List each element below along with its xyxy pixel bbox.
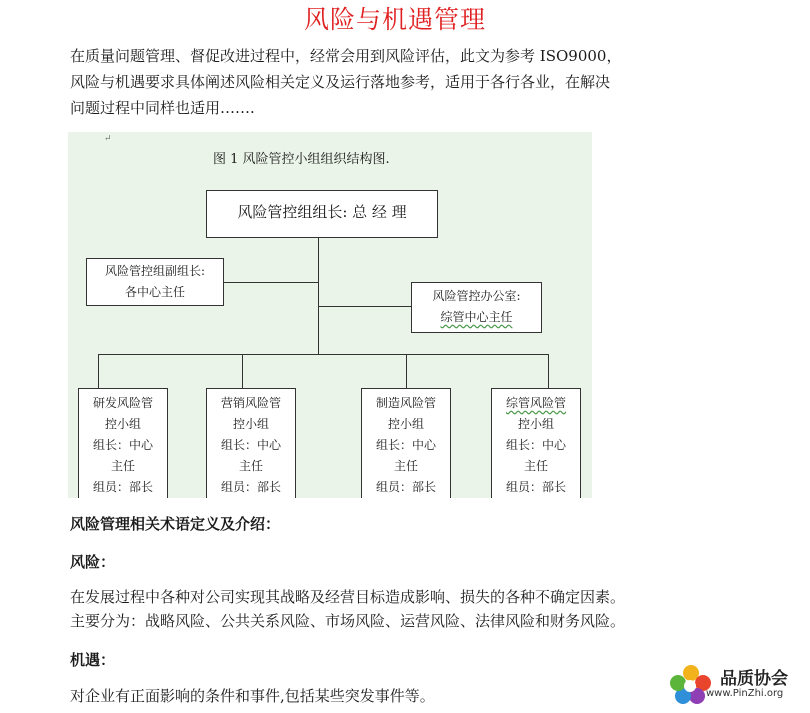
office-role: 综管中心主任: [440, 310, 513, 324]
group-drop-1: [98, 354, 99, 388]
group-drop-3: [406, 354, 407, 388]
group-box-rnd: [78, 388, 168, 498]
group-line: 组员：部长: [375, 480, 436, 494]
group-line: 组员：部长: [505, 480, 566, 494]
group-line: 组员：部长: [92, 480, 153, 494]
intro-line-1: 在质量问题管理、督促改进过程中，经常会用到风险评估，此文为参考 ISO9000，: [70, 47, 622, 65]
opportunity-definition: 对企业有正面影响的条件和事件,包括某些突发事件等。: [70, 687, 435, 705]
flower-logo-icon: [668, 663, 714, 707]
org-chart-figure: [68, 132, 592, 498]
office-title: 风险管控办公室:: [432, 289, 521, 303]
group-drop-4: [548, 354, 549, 388]
group-line: 组长：中心: [220, 438, 281, 452]
office-connector: [318, 306, 411, 307]
leader-label: 风险管控组组长: 总 经 理: [237, 203, 407, 221]
group-line: 控小组: [517, 417, 554, 431]
office-box: [411, 282, 542, 333]
opportunity-heading: 机遇：: [70, 651, 116, 669]
intro-line-2: 风险与机遇要求具体阐述风险相关定义及运行落地参考，适用于各行各业，在解决: [70, 73, 611, 91]
org-chart-caption: 图 1 风险管控小组组织结构图.: [213, 152, 390, 167]
intro-line-3: 问题过程中同样也适用…….: [70, 99, 255, 117]
deputy-title: 风险管控组副组长:: [104, 264, 206, 278]
group-box-marketing: [206, 388, 296, 498]
group-line: 组长：中心: [375, 438, 436, 452]
group-line: 研发风险管: [92, 396, 153, 410]
group-line: 营销风险管: [220, 396, 281, 410]
group-line: 控小组: [387, 417, 424, 431]
group-line: 控小组: [104, 417, 141, 431]
group-line: 主任: [110, 459, 135, 473]
deputy-role: 各中心主任: [124, 285, 185, 299]
group-box-admin: [491, 388, 581, 498]
group-line: 主任: [393, 459, 418, 473]
terms-heading: 风险管理相关术语定义及介绍：: [70, 515, 281, 533]
group-line: 组员：部长: [220, 480, 281, 494]
group-line: 控小组: [232, 417, 269, 431]
group-box-manufacturing: [361, 388, 451, 498]
risk-heading: 风险：: [70, 553, 116, 571]
watermark-name: 品质协会: [720, 669, 788, 689]
group-line: 组长：中心: [505, 438, 566, 452]
groups-bus-line: [98, 354, 548, 355]
watermark-url: www.PinZhi.org: [706, 688, 784, 699]
paragraph-mark: ↵: [104, 134, 112, 144]
group-line: 主任: [238, 459, 263, 473]
group-line: 主任: [523, 459, 548, 473]
watermark-logo: [668, 663, 798, 707]
risk-categories: 主要分为：战略风险、公共关系风险、市场风险、运营风险、法律风险和财务风险。: [70, 612, 626, 630]
group-line: 组长：中心: [92, 438, 153, 452]
group-line: 制造风险管: [375, 396, 436, 410]
risk-definition: 在发展过程中各种对公司实现其战略及经营目标造成影响、损失的各种不确定因素。: [70, 588, 626, 606]
deputy-box: [86, 258, 224, 306]
leader-box: [206, 190, 438, 238]
group-drop-2: [242, 354, 243, 388]
trunk-line: [318, 238, 319, 355]
page-title: 风险与机遇管理: [303, 5, 486, 34]
group-line: 综管风险管: [505, 396, 566, 410]
